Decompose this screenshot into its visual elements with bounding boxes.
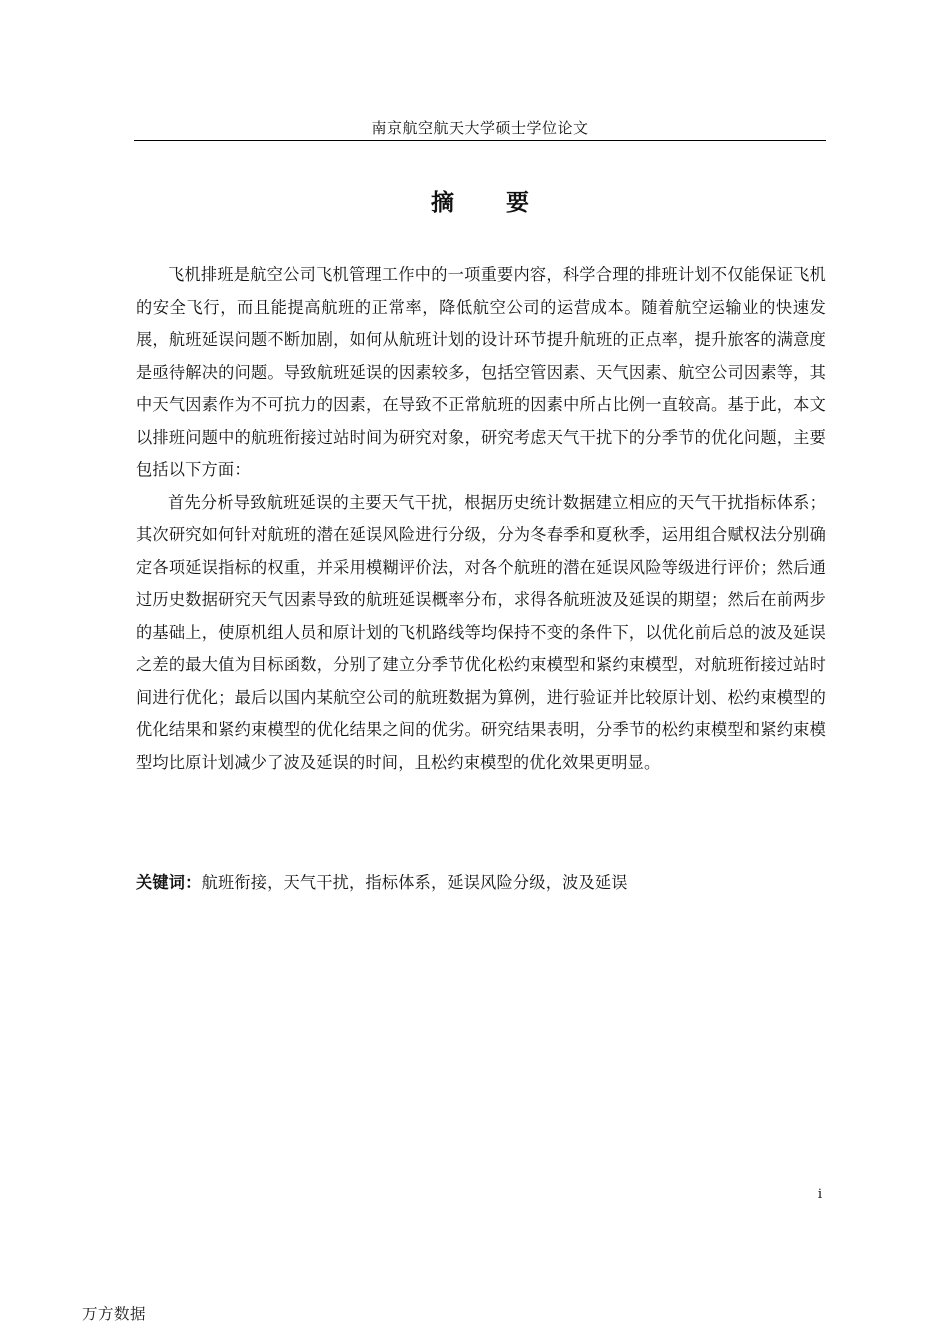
keywords-text: 航班衔接，天气干扰，指标体系，延误风险分级，波及延误 bbox=[201, 873, 628, 892]
running-header: 南京航空航天大学硕士学位论文 bbox=[371, 119, 589, 137]
abstract-title: 摘 要 bbox=[430, 190, 551, 216]
watermark-text: 万方数据 bbox=[82, 1305, 147, 1323]
keywords-label: 关键词： bbox=[136, 873, 202, 892]
abstract-body bbox=[136, 259, 826, 779]
abstract-paragraph-2: 首先分析导致航班延误的主要天气干扰，根据历史统计数据建立相应的天气干扰指标体系；其次研究如何针对航班的潜在延误风险进行分级，分为冬春季和夏秋季，运用组合赋权法分别确定各项延误指标的权重，并采用模糊评价法，对各个航班的潜在延误风险等级进行评价；然后通过历史数据研究天气因素导致的航班延误概率分布，求得各航班波及延误的期望；然后在前两步的基础上，使原机组人员和原计划的飞机路线等均保持不变的条件下，以优化前后总的波及延误之差的最大值为目标函数，分别了建立分季节优化松约束模型和紧约束模型，对航班衔接过站时间进行优化；最后以国内某航空公司的航班数据为算例，进行验证并比较原计划、松约束模型的优化结果和紧约束模型的优化结果之间的优劣。研究结果表明，分季节的松约束模型和紧约束模型均比原计划减少了波及延误的时间，且松约束模型的优化效果更明显。 bbox=[136, 492, 826, 772]
abstract-paragraph-1: 飞机排班是航空公司飞机管理工作中的一项重要内容，科学合理的排班计划不仅能保证飞机的安全飞行，而且能提高航班的正常率，降低航空公司的运营成本。随着航空运输业的快速发展，航班延误问题不断加剧，如何从航班计划的设计环节提升航班的正点率，提升旅客的满意度是亟待解决的问题。导致航班延误的因素较多，包括空管因素、天气因素、航空公司因素等，其中天气因素作为不可抗力的因素，在导致不正常航班的因素中所占比例一直较高。基于此，本文以排班问题中的航班衔接过站时间为研究对象，研究考虑天气干扰下的分季节的优化问题，主要包括以下方面： bbox=[136, 265, 826, 479]
keywords-line bbox=[136, 869, 826, 897]
header-divider bbox=[134, 140, 826, 141]
page-number: i bbox=[817, 1187, 822, 1202]
